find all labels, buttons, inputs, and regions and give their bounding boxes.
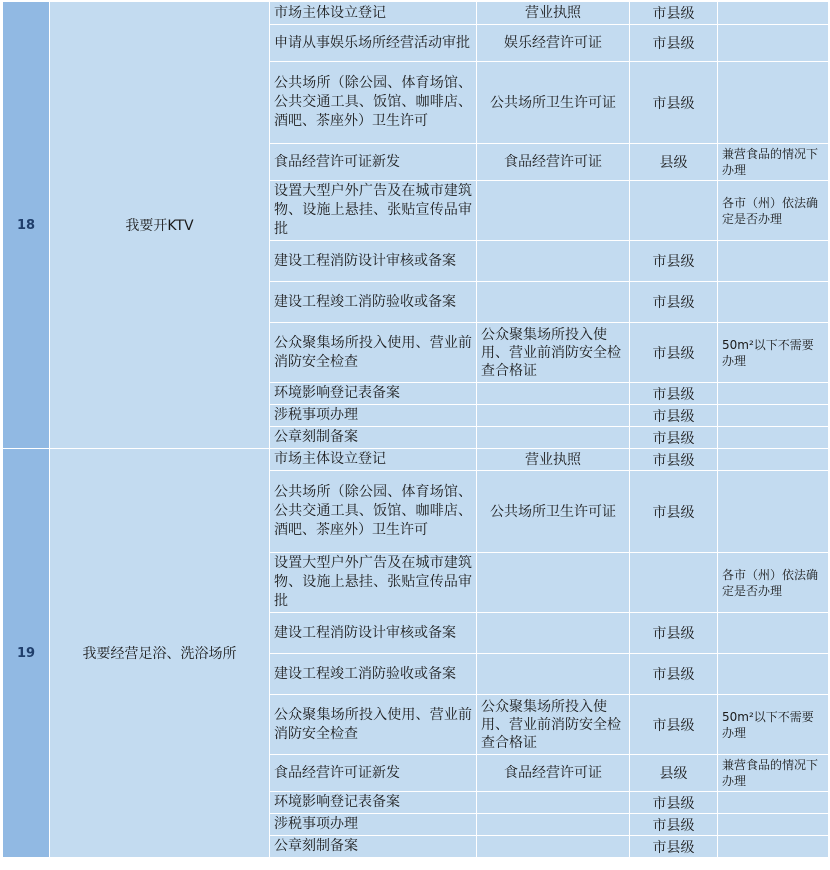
- item-name: 公章刻制备案: [270, 836, 477, 858]
- handling-level: 市县级: [630, 2, 718, 25]
- certificate-name: [477, 613, 630, 654]
- remark: [718, 814, 829, 836]
- item-name: 环境影响登记表备案: [270, 383, 477, 405]
- remark: 50m²以下不需要办理: [718, 695, 829, 755]
- certificate-name: 营业执照: [477, 449, 630, 471]
- remark: 兼营食品的情况下办理: [718, 144, 829, 181]
- certificate-name: [477, 792, 630, 814]
- certificate-name: [477, 553, 630, 613]
- item-name: 公共场所（除公园、体育场馆、公共交通工具、饭馆、咖啡店、酒吧、茶座外）卫生许可: [270, 62, 477, 144]
- certificate-name: [477, 241, 630, 282]
- certificate-name: [477, 836, 630, 858]
- item-name: 公共场所（除公园、体育场馆、公共交通工具、饭馆、咖啡店、酒吧、茶座外）卫生许可: [270, 471, 477, 553]
- remark: [718, 449, 829, 471]
- remark: [718, 836, 829, 858]
- certificate-name: 公共场所卫生许可证: [477, 62, 630, 144]
- remark: [718, 241, 829, 282]
- remark: 各市（州）依法确定是否办理: [718, 181, 829, 241]
- remark: [718, 427, 829, 449]
- handling-level: 市县级: [630, 695, 718, 755]
- handling-level: 市县级: [630, 836, 718, 858]
- item-name: 环境影响登记表备案: [270, 792, 477, 814]
- item-name: 公众聚集场所投入使用、营业前消防安全检查: [270, 695, 477, 755]
- handling-level: 市县级: [630, 449, 718, 471]
- remark: 50m²以下不需要办理: [718, 323, 829, 383]
- remark: [718, 405, 829, 427]
- scenario-name: 我要经营足浴、洗浴场所: [50, 449, 270, 858]
- item-name: 食品经营许可证新发: [270, 755, 477, 792]
- remark: 兼营食品的情况下办理: [718, 755, 829, 792]
- item-name: 公章刻制备案: [270, 427, 477, 449]
- certificate-name: 食品经营许可证: [477, 755, 630, 792]
- item-name: 设置大型户外广告及在城市建筑物、设施上悬挂、张贴宣传品审批: [270, 181, 477, 241]
- item-name: 设置大型户外广告及在城市建筑物、设施上悬挂、张贴宣传品审批: [270, 553, 477, 613]
- handling-level: 市县级: [630, 427, 718, 449]
- item-name: 市场主体设立登记: [270, 449, 477, 471]
- certificate-name: [477, 427, 630, 449]
- remark: [718, 654, 829, 695]
- certificate-name: 公众聚集场所投入使用、营业前消防安全检查合格证: [477, 323, 630, 383]
- item-name: 涉税事项办理: [270, 405, 477, 427]
- group-number: 19: [3, 449, 50, 858]
- certificate-name: [477, 814, 630, 836]
- certificate-name: [477, 282, 630, 323]
- certificate-name: 营业执照: [477, 2, 630, 25]
- item-name: 涉税事项办理: [270, 814, 477, 836]
- remark: [718, 282, 829, 323]
- handling-level: 县级: [630, 144, 718, 181]
- item-name: 建设工程竣工消防验收或备案: [270, 282, 477, 323]
- handling-level: 市县级: [630, 282, 718, 323]
- remark: [718, 471, 829, 553]
- item-name: 建设工程竣工消防验收或备案: [270, 654, 477, 695]
- group-number: 18: [3, 2, 50, 449]
- remark: [718, 25, 829, 62]
- certificate-name: [477, 405, 630, 427]
- handling-level: 市县级: [630, 62, 718, 144]
- item-name: 市场主体设立登记: [270, 2, 477, 25]
- remark: [718, 2, 829, 25]
- handling-level: 市县级: [630, 405, 718, 427]
- service-table: [2, 1, 829, 858]
- handling-level: 市县级: [630, 471, 718, 553]
- remark: [718, 613, 829, 654]
- handling-level: 市县级: [630, 323, 718, 383]
- certificate-name: 公众聚集场所投入使用、营业前消防安全检查合格证: [477, 695, 630, 755]
- handling-level: [630, 553, 718, 613]
- item-name: 建设工程消防设计审核或备案: [270, 613, 477, 654]
- handling-level: 县级: [630, 755, 718, 792]
- handling-level: [630, 181, 718, 241]
- certificate-name: 食品经营许可证: [477, 144, 630, 181]
- handling-level: 市县级: [630, 25, 718, 62]
- item-name: 食品经营许可证新发: [270, 144, 477, 181]
- remark: [718, 383, 829, 405]
- certificate-name: 娱乐经营许可证: [477, 25, 630, 62]
- table-row: [3, 449, 829, 471]
- item-name: 建设工程消防设计审核或备案: [270, 241, 477, 282]
- handling-level: 市县级: [630, 613, 718, 654]
- remark: 各市（州）依法确定是否办理: [718, 553, 829, 613]
- remark: [718, 62, 829, 144]
- service-table-body: [3, 2, 829, 858]
- handling-level: 市县级: [630, 792, 718, 814]
- remark: [718, 792, 829, 814]
- scenario-name: 我要开KTV: [50, 2, 270, 449]
- certificate-name: [477, 383, 630, 405]
- certificate-name: [477, 654, 630, 695]
- item-name: 公众聚集场所投入使用、营业前消防安全检查: [270, 323, 477, 383]
- handling-level: 市县级: [630, 383, 718, 405]
- table-row: [3, 2, 829, 25]
- certificate-name: [477, 181, 630, 241]
- item-name: 申请从事娱乐场所经营活动审批: [270, 25, 477, 62]
- handling-level: 市县级: [630, 241, 718, 282]
- certificate-name: 公共场所卫生许可证: [477, 471, 630, 553]
- handling-level: 市县级: [630, 814, 718, 836]
- handling-level: 市县级: [630, 654, 718, 695]
